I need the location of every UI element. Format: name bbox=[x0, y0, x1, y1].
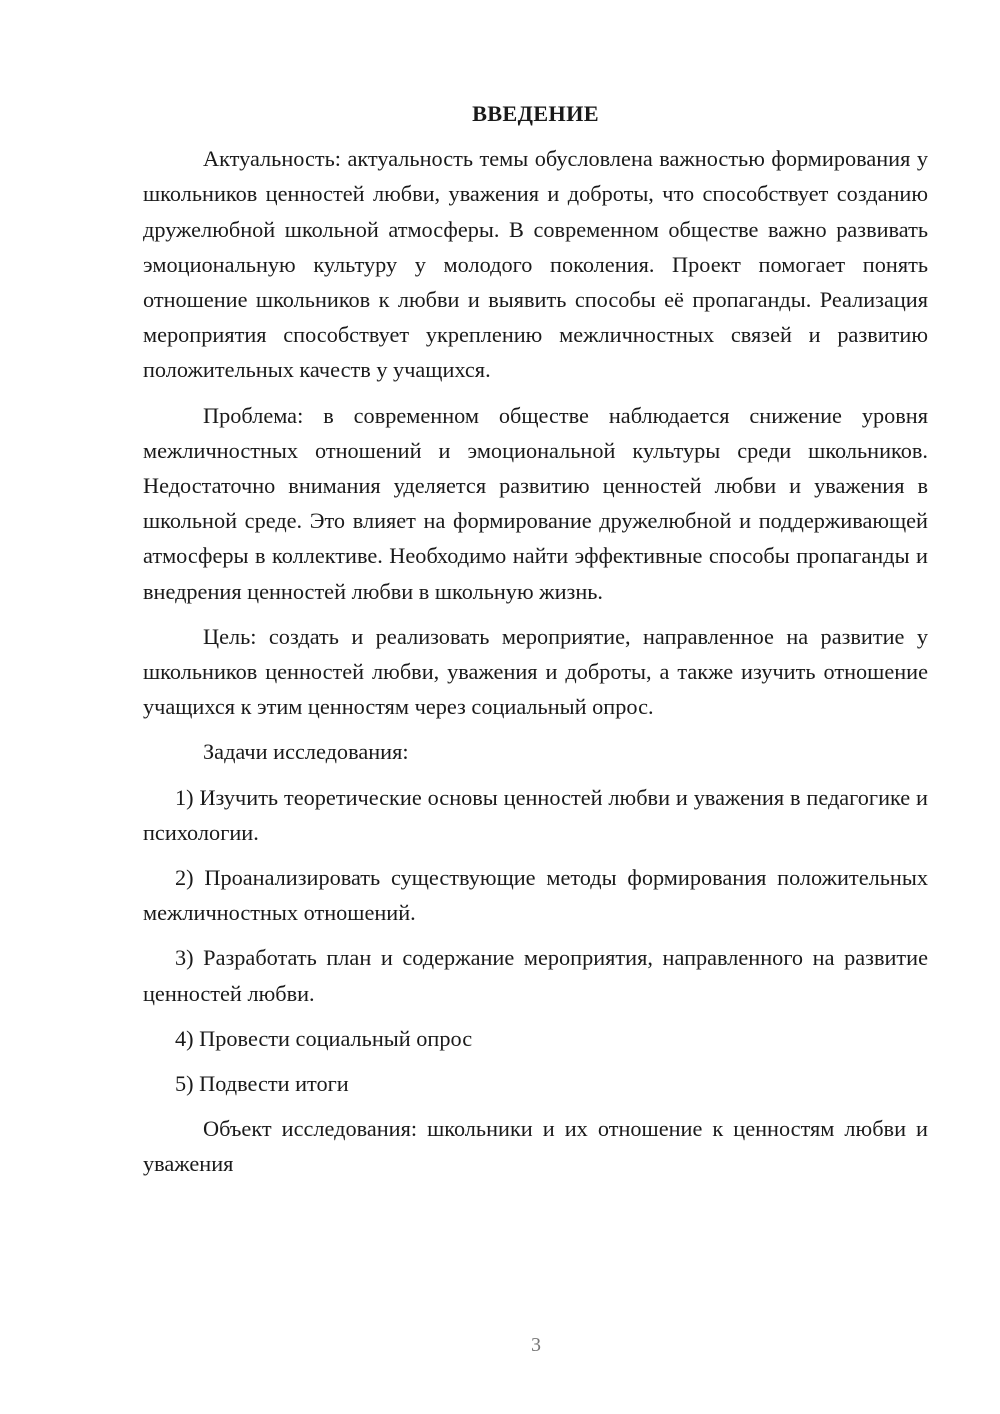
problem-paragraph: Проблема: в современном обществе наблюдается снижение уровня межличностных отношений и эмоциональной культуры среди школьников. Недостаточно внимания уделяется развитию ценностей любви и уважения в школьной среде. Это влияет на формирование дружелюбной и поддерживающей атмосферы в коллективе. Необходимо найти эффективные способы пропаганды и внедрения ценностей любви в школьную жизнь. bbox=[143, 402, 928, 604]
tasks-heading: Задачи исследования: bbox=[203, 739, 409, 765]
page-number: 3 bbox=[531, 1334, 541, 1356]
relevance-paragraph: Актуальность: актуальность темы обусловлена важностью формирования у школьников ценностей любви, уважения и доброты, что способствует созданию дружелюбной школьной атмосферы. В современном обществе важно развивать эмоциональную культуру у молодого поколения. Проект помогает понять отношение школьников к любви и выявить способы её пропаганды. Реализация мероприятия способствует укреплению межличностных связей и развитию положительных качеств у учащихся. bbox=[143, 146, 928, 383]
goal-paragraph: Цель: создать и реализовать мероприятие, направленное на развитие у школьников ценностей любви, уважения и доброты, а также изучить отношение учащихся к этим ценностям через социальный опрос. bbox=[143, 623, 928, 720]
page-content bbox=[143, 96, 928, 1192]
task-item-2: 2) Проанализировать существующие методы формирования положительных межличностных отношений. bbox=[143, 865, 928, 926]
task-item-3: 3) Разработать план и содержание мероприятия, направленного на развитие ценностей любви. bbox=[143, 945, 928, 1006]
page-title: ВВЕДЕНИЕ bbox=[472, 101, 599, 126]
task-item-1: 1) Изучить теоретические основы ценностей любви и уважения в педагогике и психологии. bbox=[143, 784, 928, 845]
task-item-4: 4) Провести социальный опрос bbox=[175, 1025, 473, 1051]
object-paragraph: Объект исследования: школьники и их отношение к ценностям любви и уважения bbox=[143, 1116, 928, 1177]
task-item-5: 5) Подвести итоги bbox=[175, 1071, 349, 1097]
